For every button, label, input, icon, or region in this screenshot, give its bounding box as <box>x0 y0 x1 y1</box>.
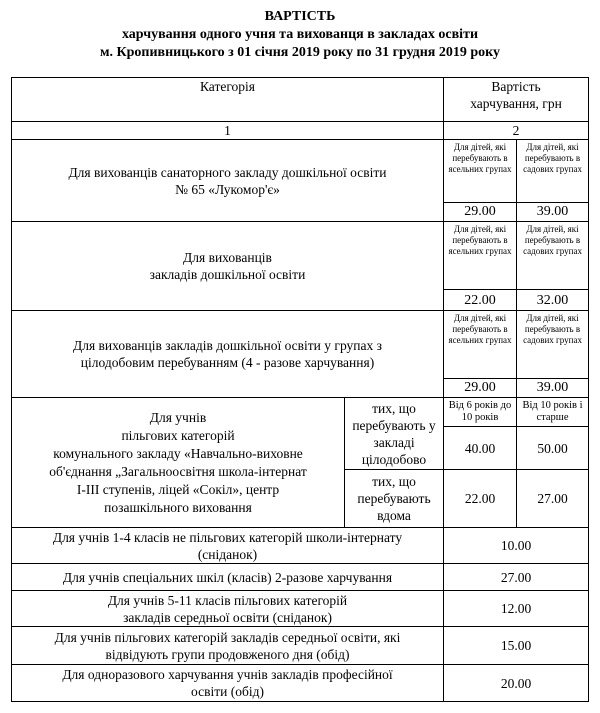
row3-nursery-value: 29.00 <box>444 379 517 398</box>
row5-value: 10.00 <box>444 528 589 564</box>
table-row <box>12 140 589 203</box>
row2-nursery-value: 22.00 <box>444 290 517 311</box>
table-row <box>12 398 589 427</box>
row3-garden-value: 39.00 <box>517 379 589 398</box>
table-row <box>12 591 589 627</box>
row4-age2-label: Від 10 років і старше <box>517 398 589 427</box>
table-numbering-row <box>12 122 589 140</box>
row4-category: Для учнів пільгових категорій комунального закладу «Навчально-виховне об'єднання „Загальноосвітня школа-інтернат І-ІІІ ступенів, ліцей «Сокіл», центр позашкільного виховання <box>12 398 345 528</box>
row1-nursery-label: Для дітей, які перебувають в ясельних групах <box>444 140 517 203</box>
document-period: м. Кропивницького з 01 січня 2019 року по 31 грудня 2019 року <box>99 45 501 60</box>
row4-b-age1-value: 22.00 <box>444 470 517 528</box>
row4-a-age2-value: 50.00 <box>517 427 589 470</box>
row4-sub-a-label: тих, що перебувають у закладі цілодобово <box>345 398 444 470</box>
header-cost: Вартість харчування, грн <box>444 78 589 122</box>
row4-a-age1-value: 40.00 <box>444 427 517 470</box>
row2-nursery-label: Для дітей, які перебувають в ясельних групах <box>444 222 517 290</box>
row2-garden-label: Для дітей, які перебувають в садових групах <box>517 222 589 290</box>
row9-value: 20.00 <box>444 665 589 702</box>
column-number-1: 1 <box>12 122 444 140</box>
row3-garden-label: Для дітей, які перебувають в садових групах <box>517 311 589 379</box>
table-row <box>12 528 589 564</box>
row3-nursery-label: Для дітей, які перебувають в ясельних групах <box>444 311 517 379</box>
row5-category: Для учнів 1-4 класів не пільгових категорій школи-інтернату (сніданок) <box>12 528 444 564</box>
document-subtitle: харчування одного учня та вихованця в закладах освіти <box>121 27 479 42</box>
column-number-2: 2 <box>444 122 589 140</box>
row2-category: Для вихованців закладів дошкільної освіти <box>12 222 444 311</box>
row1-category: Для вихованців санаторного закладу дошкільної освіти № 65 «Лукомор'є» <box>12 140 444 222</box>
header-category: Категорія <box>12 78 444 122</box>
row1-garden-label: Для дітей, які перебувають в садових групах <box>517 140 589 203</box>
row3-category: Для вихованців закладів дошкільної освіти у групах з цілодобовим перебуванням (4 - разове харчування) <box>12 311 444 398</box>
row9-category: Для одноразового харчування учнів закладів професійної освіти (обід) <box>12 665 444 702</box>
document-title: ВАРТІСТЬ <box>264 9 336 24</box>
row4-age1-label: Від 6 років до 10 років <box>444 398 517 427</box>
row2-garden-value: 32.00 <box>517 290 589 311</box>
cost-table <box>11 77 589 702</box>
row4-b-age2-value: 27.00 <box>517 470 589 528</box>
row8-value: 15.00 <box>444 627 589 665</box>
table-header-row <box>12 78 589 122</box>
table-row <box>12 627 589 665</box>
row4-sub-b-label: тих, що перебувають вдома <box>345 470 444 528</box>
row8-category: Для учнів пільгових категорій закладів середньої освіти, які відвідують групи продовженого дня (обід) <box>12 627 444 665</box>
row7-category: Для учнів 5-11 класів пільгових категорій закладів середньої освіти (сніданок) <box>12 591 444 627</box>
row1-garden-value: 39.00 <box>517 203 589 222</box>
table-row <box>12 564 589 591</box>
row7-value: 12.00 <box>444 591 589 627</box>
row6-category: Для учнів спеціальних шкіл (класів) 2-разове харчування <box>12 564 444 591</box>
table-row <box>12 311 589 379</box>
table-row <box>12 222 589 290</box>
table-row <box>12 665 589 702</box>
row1-nursery-value: 29.00 <box>444 203 517 222</box>
row6-value: 27.00 <box>444 564 589 591</box>
